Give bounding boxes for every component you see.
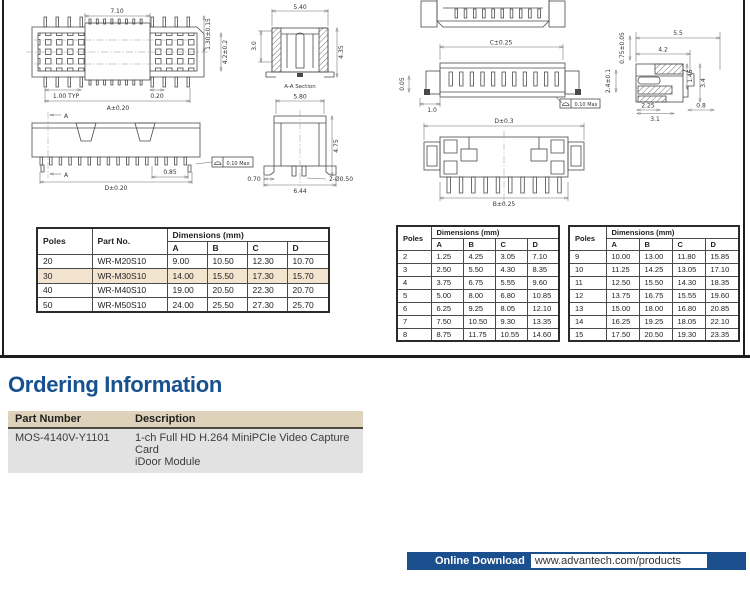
dim-label: 0.85: [163, 169, 177, 176]
table-cell: 5: [397, 289, 431, 302]
table-cell: 16.80: [672, 302, 705, 315]
dim-label: 3.4: [700, 78, 707, 88]
table-cell: 20.50: [639, 328, 672, 341]
column-header-b: B: [463, 238, 495, 250]
table-cell: 14.00: [167, 269, 207, 284]
table-cell: 4.30: [495, 263, 527, 276]
drawing-side-view: [247, 94, 353, 196]
table-cell: 9: [569, 250, 606, 263]
dimensions-table-20-50-poles: [36, 227, 330, 313]
connector-drawings: [0, 0, 746, 218]
table-cell: 22.30: [247, 283, 287, 298]
dim-label: 7.10: [110, 8, 124, 15]
column-header-c: C: [247, 241, 287, 254]
table-row: [569, 263, 739, 276]
dim-label: 3.1: [650, 116, 660, 123]
table-cell: 13.00: [639, 250, 672, 263]
table-cell: 11.80: [672, 250, 705, 263]
dim-label: A±0.20: [106, 105, 130, 112]
table-cell: 18.35: [705, 276, 739, 289]
table-row: [37, 254, 329, 269]
table-row: [37, 269, 329, 284]
table-cell: 19.00: [167, 283, 207, 298]
table-row: [397, 276, 559, 289]
table-row: [397, 328, 559, 341]
table-cell: 5.50: [463, 263, 495, 276]
table-row: [569, 328, 739, 341]
table-cell: 15.50: [207, 269, 247, 284]
dim-label: 2.25: [641, 102, 655, 110]
dim-label: 1.0: [427, 107, 437, 114]
table-cell: 2.50: [431, 263, 463, 276]
footer-download-bar: [407, 552, 746, 570]
drawing-smt-top-view: [424, 118, 584, 208]
column-header-d: D: [705, 238, 739, 250]
column-header-dimensions: Dimensions (mm): [167, 228, 329, 241]
table-cell: 11.75: [463, 328, 495, 341]
table-cell: WR-M30S10: [92, 269, 167, 284]
column-header-part-no: Part No.: [92, 228, 167, 254]
column-header-d: D: [527, 238, 559, 250]
dimensions-table-9-15-poles: [568, 225, 740, 342]
part-number-cell: MOS-4140V-Y1101: [8, 428, 128, 473]
dim-label: 5.80: [293, 93, 307, 101]
download-url-box: www.advantech.com/products: [531, 554, 707, 568]
table-cell: 6: [397, 302, 431, 315]
table-cell: 30: [37, 269, 92, 284]
table-cell: WR-M40S10: [92, 283, 167, 298]
table-cell: 10.55: [495, 328, 527, 341]
flatness-callout: 0.10 Max: [574, 102, 598, 108]
table-cell: 9.00: [167, 254, 207, 269]
table-cell: 16.75: [639, 289, 672, 302]
table-cell: 10: [569, 263, 606, 276]
table-cell: 13: [569, 302, 606, 315]
table-cell: 23.35: [705, 328, 739, 341]
flatness-callout: 0.10 Max: [226, 160, 250, 167]
dim-label: 4.2: [658, 46, 668, 54]
description-line-2: iDoor Module: [135, 456, 201, 468]
table-row: [569, 302, 739, 315]
column-header-c: C: [672, 238, 705, 250]
column-header-a: A: [606, 238, 639, 250]
description-line-1: 1-ch Full HD H.264 MiniPCIe Video Capture Card: [135, 432, 350, 456]
column-header-b: B: [207, 241, 247, 254]
column-header-a: A: [431, 238, 463, 250]
table-cell: 10.50: [207, 254, 247, 269]
table-row: [397, 315, 559, 328]
table-row: [397, 289, 559, 302]
table-cell: 15.00: [606, 302, 639, 315]
dim-label: 4.2±0.2: [222, 39, 229, 65]
section-label: A: [63, 113, 69, 120]
table-cell: 8: [397, 328, 431, 341]
table-cell: 15.70: [287, 269, 329, 284]
table-cell: 8.35: [527, 263, 559, 276]
table-cell: 7.50: [431, 315, 463, 328]
table-cell: 13.75: [606, 289, 639, 302]
ordering-header-description: Description: [128, 411, 363, 428]
table-row: [397, 302, 559, 315]
column-header-dimensions: Dimensions (mm): [606, 226, 739, 238]
table-cell: 16.25: [606, 315, 639, 328]
dim-label: 0.75±0.05: [619, 32, 626, 64]
table-cell: 15.85: [705, 250, 739, 263]
drawing-aa-section: [251, 4, 345, 90]
table-cell: 19.60: [705, 289, 739, 302]
table-cell: 12.50: [606, 276, 639, 289]
drawing-top-view: [26, 8, 229, 112]
table-row: [37, 283, 329, 298]
table-cell: 8.75: [431, 328, 463, 341]
table-cell: 15.55: [672, 289, 705, 302]
table-cell: 3: [397, 263, 431, 276]
dim-label: 0.05: [399, 77, 406, 91]
ordering-header-part-number: Part Number: [8, 411, 128, 428]
dim-label: C±0.25: [489, 39, 513, 47]
table-cell: 19.25: [639, 315, 672, 328]
table-cell: 2: [397, 250, 431, 263]
table-cell: 19.30: [672, 328, 705, 341]
drawing-front-view: [32, 112, 253, 192]
table-row: [569, 289, 739, 302]
table-cell: 12.10: [527, 302, 559, 315]
table-cell: 10.85: [527, 289, 559, 302]
table-row: [569, 315, 739, 328]
ordering-row: [8, 428, 363, 473]
column-header-d: D: [287, 241, 329, 254]
table-cell: 12.30: [247, 254, 287, 269]
drawing-smt-front-view: [399, 40, 600, 115]
table-cell: 20.70: [287, 283, 329, 298]
table-cell: 20: [37, 254, 92, 269]
table-cell: 15.50: [639, 276, 672, 289]
dim-label: D±0.20: [104, 185, 128, 192]
table-cell: 15: [569, 328, 606, 341]
section-label: A: [63, 172, 69, 179]
table-cell: 25.50: [207, 298, 247, 313]
table-cell: 9.30: [495, 315, 527, 328]
table-cell: 9.60: [527, 276, 559, 289]
table-cell: 5.55: [495, 276, 527, 289]
table-cell: 14: [569, 315, 606, 328]
dim-label: 2-Ø0.50: [328, 176, 354, 183]
table-cell: 12: [569, 289, 606, 302]
table-cell: 3.05: [495, 250, 527, 263]
table-row: [37, 298, 329, 313]
table-cell: 50: [37, 298, 92, 313]
section-title-ordering-information: Ordering Information: [8, 372, 223, 397]
dim-label: 1.45: [687, 69, 694, 83]
table-cell: 13.05: [672, 263, 705, 276]
table-cell: 22.10: [705, 315, 739, 328]
table-cell: 7: [397, 315, 431, 328]
dim-label: 4.35: [338, 45, 345, 59]
table-cell: 6.25: [431, 302, 463, 315]
dim-label: D±0.3: [494, 118, 514, 125]
table-cell: 24.00: [167, 298, 207, 313]
table-cell: 6.80: [495, 289, 527, 302]
column-header-poles: Poles: [569, 226, 606, 250]
table-cell: 4: [397, 276, 431, 289]
table-cell: 14.25: [639, 263, 672, 276]
drawing-smt-side-section: [605, 30, 720, 123]
table-cell: 10.70: [287, 254, 329, 269]
column-header-b: B: [639, 238, 672, 250]
table-cell: 10.50: [463, 315, 495, 328]
column-header-poles: Poles: [37, 228, 92, 254]
table-cell: WR-M20S10: [92, 254, 167, 269]
table-cell: 11: [569, 276, 606, 289]
table-cell: 25.70: [287, 298, 329, 313]
table-cell: 40: [37, 283, 92, 298]
table-cell: 18.00: [639, 302, 672, 315]
table-cell: 5.00: [431, 289, 463, 302]
table-cell: 18.05: [672, 315, 705, 328]
dim-label: 2.4±0.1: [605, 68, 612, 94]
table-cell: 3.75: [431, 276, 463, 289]
table-row: [397, 250, 559, 263]
dim-label: 0.20: [150, 93, 164, 100]
column-header-a: A: [167, 241, 207, 254]
table-cell: 6.75: [463, 276, 495, 289]
table-cell: 8.05: [495, 302, 527, 315]
table-cell: 17.10: [705, 263, 739, 276]
table-cell: 7.10: [527, 250, 559, 263]
dim-label: 0.8: [696, 102, 706, 110]
table-cell: 11.25: [606, 263, 639, 276]
table-cell: 8.00: [463, 289, 495, 302]
table-row: [397, 263, 559, 276]
dim-label: B±0.25: [492, 201, 516, 208]
dim-label: 6.44: [293, 188, 307, 195]
column-header-dimensions: Dimensions (mm): [431, 226, 559, 238]
dim-label: 1.00 TYP: [52, 93, 80, 100]
table-cell: 20.50: [207, 283, 247, 298]
dimensions-table-2-8-poles: [396, 225, 560, 342]
ordering-table: [8, 411, 363, 473]
dim-label: 5.5: [673, 30, 683, 37]
table-cell: 17.30: [247, 269, 287, 284]
section-title: A-A Section: [284, 84, 316, 90]
table-cell: 1.25: [431, 250, 463, 263]
table-row: [569, 250, 739, 263]
description-cell: [128, 428, 363, 473]
table-cell: 4.25: [463, 250, 495, 263]
table-row: [569, 276, 739, 289]
dim-label: 5.40: [293, 4, 307, 11]
dim-label: 4.75: [333, 139, 340, 153]
dim-label: 1.30±0.15: [205, 18, 212, 50]
column-header-poles: Poles: [397, 226, 431, 250]
column-header-c: C: [495, 238, 527, 250]
table-cell: 13.35: [527, 315, 559, 328]
table-cell: 10.00: [606, 250, 639, 263]
table-cell: 9.25: [463, 302, 495, 315]
table-cell: WR-M50S10: [92, 298, 167, 313]
table-cell: 27.30: [247, 298, 287, 313]
drawing-smt-partial-view: [421, 0, 565, 27]
table-cell: 17.50: [606, 328, 639, 341]
dim-label: 0.70: [247, 176, 261, 183]
panel-bottom-border: [0, 355, 750, 358]
online-download-label: Online Download: [435, 555, 525, 567]
dim-label: 3.0: [251, 41, 258, 51]
table-cell: 14.60: [527, 328, 559, 341]
table-cell: 14.30: [672, 276, 705, 289]
table-cell: 20.85: [705, 302, 739, 315]
